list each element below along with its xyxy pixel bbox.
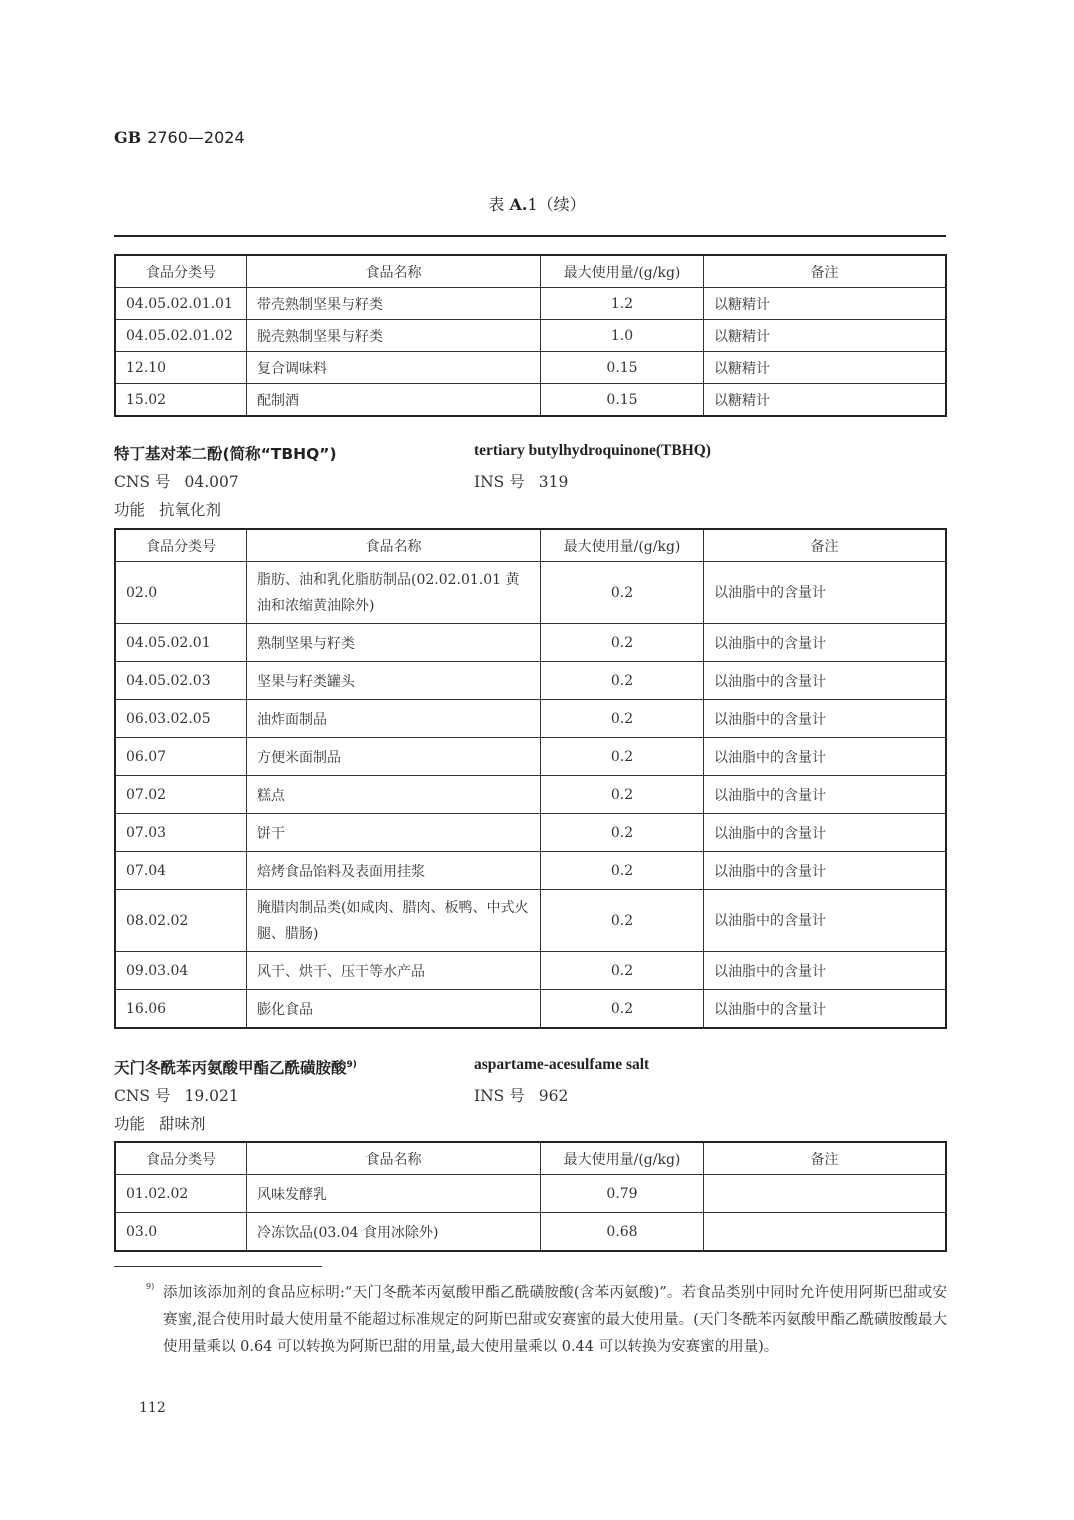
cell-note: 以糖精计 — [704, 352, 947, 384]
cell-note: 以油脂中的含量计 — [704, 952, 947, 990]
cell-code: 07.03 — [115, 814, 247, 852]
cell-code: 07.04 — [115, 852, 247, 890]
cell-code: 06.07 — [115, 738, 247, 776]
function — [114, 498, 221, 520]
col-header-note: 备注 — [704, 1142, 947, 1175]
cell-max: 0.2 — [541, 700, 704, 738]
table-header-row — [115, 255, 946, 288]
table-aspartame-acesulfame — [114, 1141, 947, 1252]
ins-number — [474, 470, 568, 492]
standard-prefix: GB — [114, 128, 142, 147]
cns-label: CNS 号 — [114, 1087, 171, 1105]
cell-name: 冷冻饮品(03.04 食用冰除外) — [247, 1213, 541, 1252]
table-caption — [0, 192, 1074, 215]
table-row — [115, 624, 946, 662]
cell-code: 02.0 — [115, 562, 247, 624]
cell-code: 03.0 — [115, 1213, 247, 1252]
cell-max: 0.2 — [541, 662, 704, 700]
function-label: 功能 — [114, 1115, 146, 1133]
cell-code: 01.02.02 — [115, 1175, 247, 1213]
table-continued — [114, 254, 947, 417]
cell-note — [704, 1175, 947, 1213]
footnote-text: 添加该添加剂的食品应标明:“天门冬酰苯丙氨酸甲酯乙酰磺胺酸(含苯丙氨酸)”。若食品类别中同时允许使用阿斯巴甜或安赛蜜,混合使用时最大使用量不能超过标准规定的阿斯巴甜或安赛蜜的最大使用量。(天门冬酰苯丙氨酸甲酯乙酰磺胺酸最大使用量乘以 0.64 可以转换为阿斯巴甜的用量,最大使用量乘以 0.44 可以转换为安赛蜜的用量)。 — [163, 1285, 947, 1355]
cell-code: 07.02 — [115, 776, 247, 814]
cell-note: 以油脂中的含量计 — [704, 662, 947, 700]
ins-label: INS 号 — [474, 1087, 525, 1105]
cell-name: 风味发酵乳 — [247, 1175, 541, 1213]
cns-value: 19.021 — [184, 1087, 239, 1105]
cell-name: 带壳熟制坚果与籽类 — [247, 288, 541, 320]
function-label: 功能 — [114, 501, 146, 519]
function-value: 甜味剂 — [159, 1115, 206, 1133]
ins-number — [474, 1084, 568, 1106]
cell-note: 以油脂中的含量计 — [704, 562, 947, 624]
cell-name: 坚果与籽类罐头 — [247, 662, 541, 700]
cell-code: 04.05.02.01.02 — [115, 320, 247, 352]
cell-max: 0.2 — [541, 624, 704, 662]
cell-code: 04.05.02.03 — [115, 662, 247, 700]
col-header-code: 食品分类号 — [115, 255, 247, 288]
cell-note: 以油脂中的含量计 — [704, 852, 947, 890]
col-header-max: 最大使用量/(g/kg) — [541, 1142, 704, 1175]
table-row — [115, 1213, 946, 1252]
cell-note: 以油脂中的含量计 — [704, 990, 947, 1029]
cell-note: 以油脂中的含量计 — [704, 738, 947, 776]
ins-value: 319 — [538, 473, 569, 491]
col-header-code: 食品分类号 — [115, 1142, 247, 1175]
col-header-max: 最大使用量/(g/kg) — [541, 255, 704, 288]
caption-label: A. — [509, 195, 528, 214]
cell-name: 方便米面制品 — [247, 738, 541, 776]
cell-note: 以油脂中的含量计 — [704, 700, 947, 738]
cell-max: 1.2 — [541, 288, 704, 320]
table-row — [115, 814, 946, 852]
col-header-name: 食品名称 — [247, 255, 541, 288]
table-row — [115, 384, 946, 417]
ins-label: INS 号 — [474, 473, 525, 491]
table-row — [115, 890, 946, 952]
cell-name: 复合调味料 — [247, 352, 541, 384]
cell-name: 风干、烘干、压干等水产品 — [247, 952, 541, 990]
table-row — [115, 1175, 946, 1213]
table-tbhq — [114, 528, 947, 1029]
cell-note: 以糖精计 — [704, 288, 947, 320]
cell-code: 04.05.02.01.01 — [115, 288, 247, 320]
cell-note: 以糖精计 — [704, 384, 947, 417]
cell-code: 08.02.02 — [115, 890, 247, 952]
cell-note: 以油脂中的含量计 — [704, 776, 947, 814]
cns-label: CNS 号 — [114, 473, 171, 491]
additive-en-name: aspartame-acesulfame salt — [474, 1056, 650, 1073]
cell-max: 0.15 — [541, 384, 704, 417]
standard-code: 2760—2024 — [147, 128, 245, 147]
table-header-row — [115, 529, 946, 562]
cell-max: 0.2 — [541, 776, 704, 814]
cell-code: 15.02 — [115, 384, 247, 417]
col-header-max: 最大使用量/(g/kg) — [541, 529, 704, 562]
cell-name: 脱壳熟制坚果与籽类 — [247, 320, 541, 352]
col-header-code: 食品分类号 — [115, 529, 247, 562]
cns-number — [114, 1084, 239, 1106]
cell-max: 0.2 — [541, 562, 704, 624]
caption-suffix: （续） — [537, 195, 586, 214]
caption-number: 1 — [527, 195, 538, 214]
cell-name: 脂肪、油和乳化脂肪制品(02.02.01.01 黄油和浓缩黄油除外) — [247, 562, 541, 624]
cell-note: 以油脂中的含量计 — [704, 624, 947, 662]
additive-cn-name — [114, 1056, 357, 1078]
table-row — [115, 320, 946, 352]
cns-value: 04.007 — [184, 473, 239, 491]
table-row — [115, 662, 946, 700]
standard-number — [114, 128, 245, 147]
table-row — [115, 738, 946, 776]
additive-en-name: tertiary butylhydroquinone(TBHQ) — [474, 442, 711, 459]
caption-prefix: 表 — [488, 195, 510, 214]
table-row — [115, 700, 946, 738]
function — [114, 1112, 206, 1134]
table-row — [115, 776, 946, 814]
cell-name: 膨化食品 — [247, 990, 541, 1029]
footnote-ref[interactable]: 9) — [346, 1059, 357, 1070]
cell-code: 16.06 — [115, 990, 247, 1029]
function-value: 抗氧化剂 — [159, 501, 222, 519]
col-header-name: 食品名称 — [247, 529, 541, 562]
cell-note: 以糖精计 — [704, 320, 947, 352]
additive-cn-name-text: 天门冬酰苯丙氨酸甲酯乙酰磺胺酸 — [114, 1059, 347, 1077]
cell-max: 0.2 — [541, 852, 704, 890]
cell-max: 0.15 — [541, 352, 704, 384]
cell-code: 09.03.04 — [115, 952, 247, 990]
page-number: 112 — [139, 1400, 166, 1416]
cell-code: 04.05.02.01 — [115, 624, 247, 662]
table-header-row — [115, 1142, 946, 1175]
ins-value: 962 — [538, 1087, 569, 1105]
additive-cn-name: 特丁基对苯二酚(简称“TBHQ”) — [114, 445, 337, 463]
table-row — [115, 952, 946, 990]
table-row — [115, 352, 946, 384]
table-row — [115, 288, 946, 320]
cell-name: 油炸面制品 — [247, 700, 541, 738]
cell-note: 以油脂中的含量计 — [704, 814, 947, 852]
cell-max: 0.2 — [541, 990, 704, 1029]
cell-note: 以油脂中的含量计 — [704, 890, 947, 952]
cell-max: 0.79 — [541, 1175, 704, 1213]
cell-max: 0.2 — [541, 814, 704, 852]
footnote-rule — [114, 1266, 322, 1267]
cell-max: 0.2 — [541, 890, 704, 952]
cell-name: 配制酒 — [247, 384, 541, 417]
table-row — [115, 990, 946, 1029]
cns-number — [114, 470, 239, 492]
cell-name: 熟制坚果与籽类 — [247, 624, 541, 662]
cell-max: 0.2 — [541, 738, 704, 776]
table-row — [115, 562, 946, 624]
cell-name: 焙烤食品馅料及表面用挂浆 — [247, 852, 541, 890]
col-header-note: 备注 — [704, 529, 947, 562]
cell-max: 1.0 — [541, 320, 704, 352]
col-header-note: 备注 — [704, 255, 947, 288]
cell-note — [704, 1213, 947, 1252]
caption-rule — [114, 235, 946, 237]
cell-code: 12.10 — [115, 352, 247, 384]
cell-name: 腌腊肉制品类(如咸肉、腊肉、板鸭、中式火腿、腊肠) — [247, 890, 541, 952]
cell-max: 0.2 — [541, 952, 704, 990]
col-header-name: 食品名称 — [247, 1142, 541, 1175]
footnote-mark: 9) — [146, 1282, 155, 1291]
cell-max: 0.68 — [541, 1213, 704, 1252]
cell-code: 06.03.02.05 — [115, 700, 247, 738]
cell-name: 饼干 — [247, 814, 541, 852]
cell-name: 糕点 — [247, 776, 541, 814]
table-row — [115, 852, 946, 890]
